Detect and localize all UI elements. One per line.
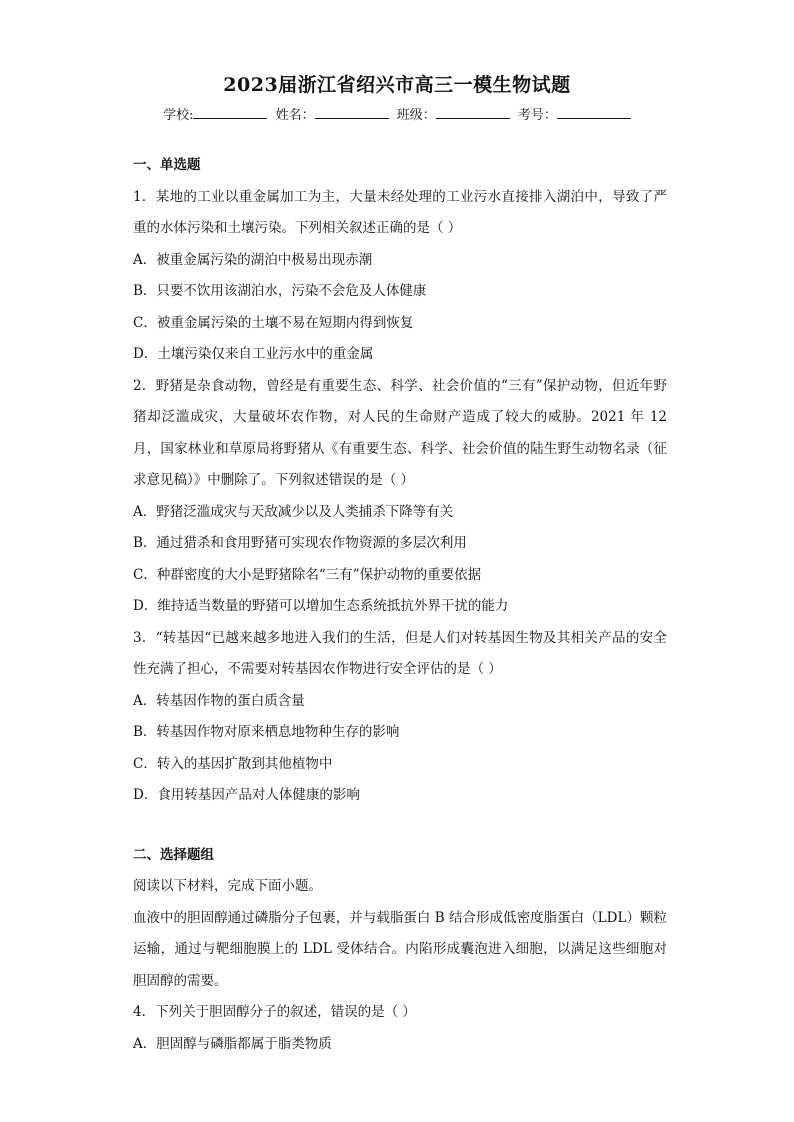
section-title-question-group: 二、选择题组 — [133, 846, 214, 863]
page-title: 2023届浙江省绍兴市高三一模生物试题 — [223, 74, 571, 96]
question-4-option-a: A．胆固醇与磷脂都属于脂类物质 — [133, 1035, 332, 1052]
question-2-stem: 2．野猪是杂食动物，曾经是有重要生态、科学、社会价值的“三有”保护动物，但近年野猪却泛滥成灾，大量破坏农作物，对人民的生命财产造成了较大的威胁。2021 年 12 月，国家林业和草原局将野猪从《有重要生态、科学、社会价值的陆生野生动物名录（征求意见稿）》中删除了。下列叙述错误的是（ ） — [133, 377, 667, 488]
school-field — [163, 104, 267, 123]
material-intro: 阅读以下材料，完成下面小题。 — [133, 878, 322, 894]
question-3-option-a: A．转基因作物的蛋白质含量 — [133, 692, 305, 709]
question-3-stem: 3．“转基因“已越来越多地进入我们的生活，但是人们对转基因生物及其相关产品的安全性充满了担心，不需要对转基因农作物进行安全评估的是（ ） — [133, 629, 667, 677]
exam-number-field — [518, 104, 631, 123]
question-1-option-d: D．土壤污染仅来自工业污水中的重金属 — [133, 346, 374, 362]
question-1-option-a: A．被重金属污染的湖泊中极易出现赤潮 — [133, 251, 373, 268]
material-text: 血液中的胆固醇通过磷脂分子包裹，并与载脂蛋白 B 结合形成低密度脂蛋白（LDL）颗粒运输，通过与靶细胞膜上的 LDL 受体结合。内陷形成囊泡进入细胞，以满足这些细胞对胆固醇的需要。 — [133, 909, 667, 989]
class-label: 班级： — [396, 108, 436, 123]
name-label: 姓名： — [275, 108, 315, 123]
section-title-single-choice: 一、单选题 — [133, 157, 201, 173]
question-1-option-b: B．只要不饮用该湖泊水，污染不会危及人体健康 — [133, 283, 427, 299]
question-3-option-c: C．转入的基因扩散到其他植物中 — [133, 755, 333, 772]
class-blank[interactable] — [436, 106, 510, 119]
name-field — [276, 104, 389, 123]
exam-content — [133, 150, 667, 1060]
section-spacer — [133, 812, 667, 840]
question-3-option-b: B．转基因作物对原来栖息地物种生存的影响 — [133, 724, 400, 740]
question-1-stem: 1．某地的工业以重金属加工为主，大量未经处理的工业污水直接排入湖泊中，导致了严重的水体污染和土壤污染。下列相关叙述正确的是（ ） — [133, 188, 667, 236]
question-2-option-d: D．维持适当数量的野猪可以增加生态系统抵抗外界干扰的能力 — [133, 598, 509, 614]
exam-number-label: 考号： — [517, 108, 557, 123]
question-1-option-c: C．被重金属污染的土壤不易在短期内得到恢复 — [133, 314, 414, 331]
class-field — [397, 104, 510, 123]
question-3-option-d: D．食用转基因产品对人体健康的影响 — [133, 787, 360, 803]
question-2-option-c: C．种群密度的大小是野猪除名“三有”保护动物的重要依据 — [133, 566, 482, 583]
school-blank[interactable] — [193, 106, 267, 119]
question-2-option-a: A．野猪泛滥成灾与天敌减少以及人类捕杀下降等有关 — [133, 503, 454, 520]
exam-number-blank[interactable] — [557, 106, 631, 119]
question-4-stem: 4．下列关于胆固醇分子的叙述，错误的是（ ） — [133, 1004, 416, 1020]
student-info-row — [0, 104, 794, 123]
name-blank[interactable] — [315, 106, 389, 119]
school-label: 学校: — [163, 108, 194, 123]
question-2-option-b: B．通过猎杀和食用野猪可实现农作物资源的多层次利用 — [133, 535, 467, 551]
